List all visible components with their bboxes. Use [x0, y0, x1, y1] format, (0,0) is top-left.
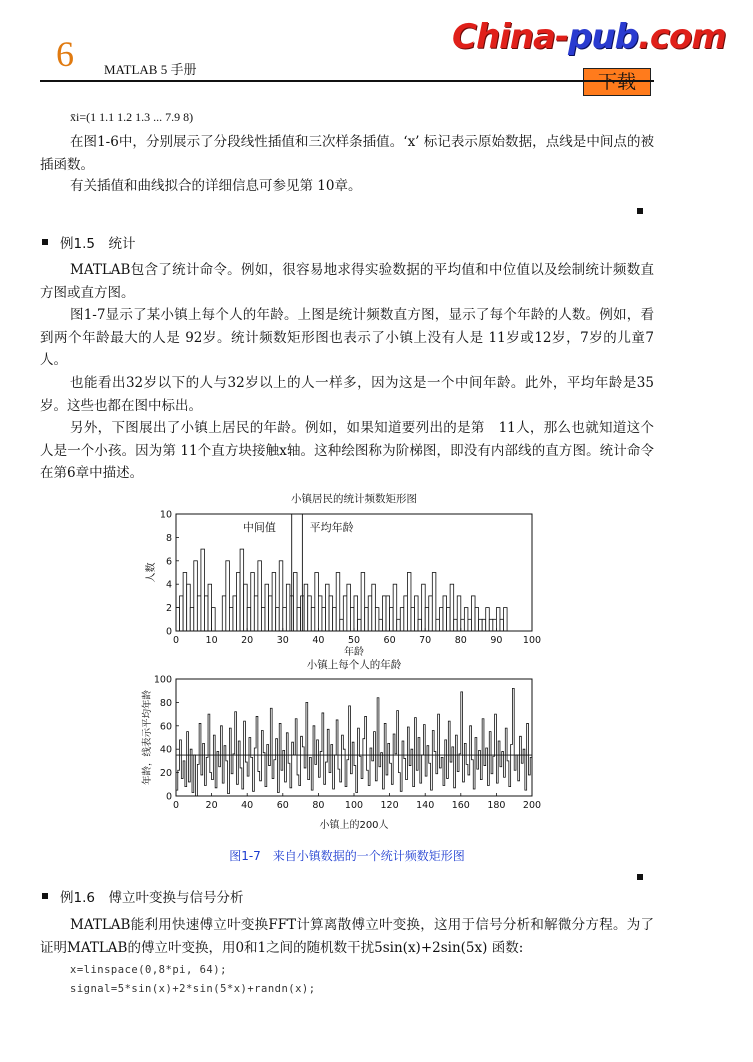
- histogram-bar: [422, 584, 426, 631]
- histogram-bar: [265, 584, 269, 631]
- example-bullet: [42, 893, 48, 899]
- histogram-bar: [443, 596, 447, 631]
- histogram-bar: [350, 608, 354, 631]
- end-of-example-marker: [637, 208, 643, 214]
- y-tick-label: 60: [159, 721, 172, 733]
- x-tick-label: 50: [347, 635, 361, 646]
- histogram-bar: [329, 596, 333, 631]
- code-line-1: x=linspace(0,8*pi, 64);: [70, 964, 227, 976]
- x-tick-label: 0: [172, 800, 180, 811]
- x-tick-label: 120: [380, 800, 399, 811]
- histogram-bar: [436, 619, 440, 631]
- histogram-bar: [343, 596, 347, 631]
- histogram-bar: [272, 573, 276, 632]
- histogram-bar: [251, 573, 255, 632]
- histogram-bar: [432, 573, 436, 632]
- median-annotation: 中间值: [242, 521, 276, 534]
- histogram-bar: [390, 608, 394, 631]
- histogram-bar: [286, 584, 290, 631]
- book-title: MATLAB 5 手册: [104, 62, 197, 77]
- histogram-bar: [315, 573, 319, 632]
- y-tick-label: 40: [159, 744, 172, 756]
- x-tick-label: 200: [522, 800, 542, 811]
- histogram-bar: [504, 608, 508, 631]
- x-tick-label: 0: [172, 635, 180, 646]
- histogram-bar: [397, 619, 401, 631]
- histogram-bar: [468, 619, 472, 631]
- histogram-bar: [333, 608, 337, 631]
- histogram-bar: [212, 608, 216, 631]
- histogram-bar: [365, 608, 369, 631]
- histogram-bar: [190, 608, 194, 631]
- histogram-bar: [500, 619, 504, 631]
- histogram-bar: [429, 596, 433, 631]
- histogram-bar: [254, 596, 258, 631]
- x-tick-label: 180: [487, 800, 506, 811]
- histogram-bar: [386, 596, 390, 631]
- histogram-bar: [283, 608, 287, 631]
- histogram-bar: [261, 608, 265, 631]
- x-tick-label: 10: [205, 635, 218, 646]
- end-of-example-marker: [637, 874, 643, 880]
- histogram-bar: [372, 584, 376, 631]
- example-1-5-paragraph-4: 另外，下图展出了小镇上居民的年龄。例如，如果知道要列出的是第 11人，那么也就知道这个人是一个小孩。因为第 11个直方块接触x轴。这种绘图称为阶梯图，即没有内部线的直方图。统计命令在第6章中描述。: [40, 420, 654, 481]
- x-tick-label: 60: [383, 635, 396, 646]
- histogram-x-label: 年龄: [344, 647, 364, 658]
- age-stairs-series: [176, 688, 532, 796]
- histogram-bar: [269, 596, 273, 631]
- example-bullet: [42, 239, 48, 245]
- histogram-bar: [407, 573, 411, 632]
- histogram-bar: [415, 596, 419, 631]
- histogram-bar: [482, 619, 486, 631]
- histogram-bar: [322, 608, 326, 631]
- histogram-bar: [204, 596, 208, 631]
- chapter-number: 6: [56, 34, 74, 74]
- histogram-bar: [425, 608, 429, 631]
- histogram-bar: [447, 608, 451, 631]
- header-rule: [40, 80, 654, 82]
- histogram-title: 小镇居民的统计频数矩形图: [291, 493, 417, 505]
- histogram-bar: [326, 584, 330, 631]
- histogram-bar: [208, 584, 212, 631]
- histogram-bar: [197, 596, 201, 631]
- histogram-bar: [400, 608, 404, 631]
- histogram-bar: [233, 596, 237, 631]
- formula-line: x̄i=(1 1.1 1.2 1.3 ... 7.9 8): [70, 110, 194, 124]
- histogram-bar: [404, 596, 408, 631]
- histogram-bar: [358, 619, 362, 631]
- histogram-bar: [375, 608, 379, 631]
- x-tick-label: 100: [522, 635, 542, 646]
- y-tick-label: 6: [165, 556, 172, 568]
- histogram-bar: [222, 596, 226, 631]
- histogram-bar: [247, 608, 251, 631]
- x-tick-label: 80: [312, 800, 325, 811]
- histogram-bar: [258, 561, 262, 631]
- histogram-bar: [475, 608, 479, 631]
- y-tick-label: 2: [165, 603, 172, 615]
- histogram-bar: [297, 608, 301, 631]
- histogram-bar: [336, 573, 340, 632]
- histogram-bar: [471, 596, 475, 631]
- histogram-bar: [418, 619, 422, 631]
- histogram-bar: [439, 608, 443, 631]
- code-line-2: signal=5*sin(x)+2*sin(5*x)+randn(x);: [70, 983, 316, 995]
- x-tick-label: 20: [205, 800, 218, 811]
- histogram-bar: [454, 619, 458, 631]
- histogram-bar: [486, 608, 490, 631]
- histogram-bar: [311, 608, 315, 631]
- histogram-bar: [457, 596, 461, 631]
- histogram-bar: [229, 608, 233, 631]
- histogram-bar: [461, 619, 465, 631]
- x-tick-label: 160: [451, 800, 470, 811]
- logo-part-2: pub: [568, 17, 638, 57]
- mean-annotation: 平均年龄: [309, 521, 354, 534]
- logo-part-3: .com: [637, 17, 726, 57]
- histogram-bar: [226, 561, 230, 631]
- y-tick-label: 100: [153, 674, 172, 686]
- stairs-title: 小镇上每个人的年龄: [306, 659, 402, 671]
- example-1-5-title: 例1.5 统计: [60, 236, 136, 252]
- histogram-bar: [493, 619, 497, 631]
- stairs-x-label: 小镇上的200人: [319, 820, 389, 831]
- histogram-bar: [393, 584, 397, 631]
- histogram-bar: [340, 619, 344, 631]
- x-tick-label: 40: [312, 635, 325, 646]
- histogram-bar: [279, 561, 283, 631]
- stairs-y-label: 年龄，线表示平均年龄: [142, 689, 153, 786]
- histogram-bar: [354, 596, 358, 631]
- example-1-5-paragraph-2: 图1-7显示了某小镇上每个人的年龄。上图是统计频数直方图，显示了每个年龄的人数。例如，看到两个年龄最大的人是 92岁。统计频数矩形图也表示了小镇上没有人是 11岁或12岁，7岁的儿童7人。: [40, 307, 654, 368]
- x-tick-label: 20: [241, 635, 254, 646]
- histogram-bar: [304, 584, 308, 631]
- example-1-6-title: 例1.6 傅立叶变换与信号分析: [60, 890, 244, 906]
- histogram-bar: [479, 619, 483, 631]
- x-tick-label: 60: [276, 800, 289, 811]
- y-tick-label: 4: [165, 579, 172, 591]
- histogram-bar: [293, 573, 297, 632]
- histogram-bar: [464, 608, 468, 631]
- example-1-5-paragraph-3: 也能看出32岁以下的人与32岁以上的人一样多，因为这是一个中间年龄。此外，平均年龄是35岁。这些也都在图中标出。: [40, 375, 654, 414]
- logo-part-1: China-: [452, 17, 569, 57]
- histogram-bar: [180, 596, 184, 631]
- histogram-bar: [183, 573, 187, 632]
- histogram-y-label: 人数: [146, 562, 157, 583]
- example-1-5-paragraph-1: MATLAB包含了统计命令。例如，很容易地求得实验数据的平均值和中位值以及绘制统计频数直方图或直方图。: [40, 262, 654, 301]
- histogram-bar: [489, 619, 493, 631]
- figure-caption: 图1-7 来自小镇数据的一个统计频数矩形图: [229, 849, 465, 863]
- y-tick-label: 0: [165, 626, 172, 638]
- statistics-figure: [130, 487, 560, 842]
- histogram-bar: [368, 596, 372, 631]
- histogram-bar: [496, 608, 500, 631]
- histogram-bar: [347, 584, 351, 631]
- x-tick-label: 100: [344, 800, 364, 811]
- histogram-bar: [237, 573, 241, 632]
- x-tick-label: 40: [241, 800, 254, 811]
- x-tick-label: 90: [490, 635, 503, 646]
- y-tick-label: 0: [165, 791, 172, 803]
- histogram-bar: [240, 549, 244, 631]
- histogram-bar: [176, 608, 180, 631]
- intro-paragraph-1: 在图1-6中，分别展示了分段线性插值和三次样条插值。‘x’ 标记表示原始数据，点线是中间点的被插函数。: [40, 134, 654, 173]
- x-tick-label: 30: [276, 635, 289, 646]
- histogram-bar: [382, 596, 386, 631]
- histogram-bar: [318, 596, 322, 631]
- china-pub-logo[interactable]: [452, 17, 726, 57]
- histogram-bar: [361, 573, 365, 632]
- histogram-bar: [244, 584, 248, 631]
- y-tick-label: 10: [159, 509, 172, 521]
- example-1-6-paragraph-1: MATLAB能利用快速傅立叶变换FFT计算离散傅立叶变换，这用于信号分析和解微分方程。为了证明MATLAB的傅立叶变换，用0和1之间的随机数干扰5sin(x)+2sin(5x) 函数:: [40, 917, 654, 956]
- histogram-bar: [379, 619, 383, 631]
- histogram-bar: [276, 608, 280, 631]
- y-tick-label: 8: [165, 532, 172, 544]
- y-tick-label: 20: [159, 768, 172, 780]
- histogram-bar: [201, 549, 205, 631]
- download-button[interactable]: 下载: [583, 68, 651, 96]
- y-tick-label: 80: [159, 697, 172, 709]
- histogram-bar: [450, 584, 454, 631]
- x-tick-label: 80: [454, 635, 467, 646]
- x-tick-label: 70: [419, 635, 432, 646]
- histogram-bar: [187, 584, 191, 631]
- x-tick-label: 140: [416, 800, 435, 811]
- histogram-bar: [194, 561, 198, 631]
- intro-paragraph-2: 有关插值和曲线拟合的详细信息可参见第 10章。: [70, 178, 362, 194]
- histogram-bar: [411, 608, 415, 631]
- histogram-bar: [308, 596, 312, 631]
